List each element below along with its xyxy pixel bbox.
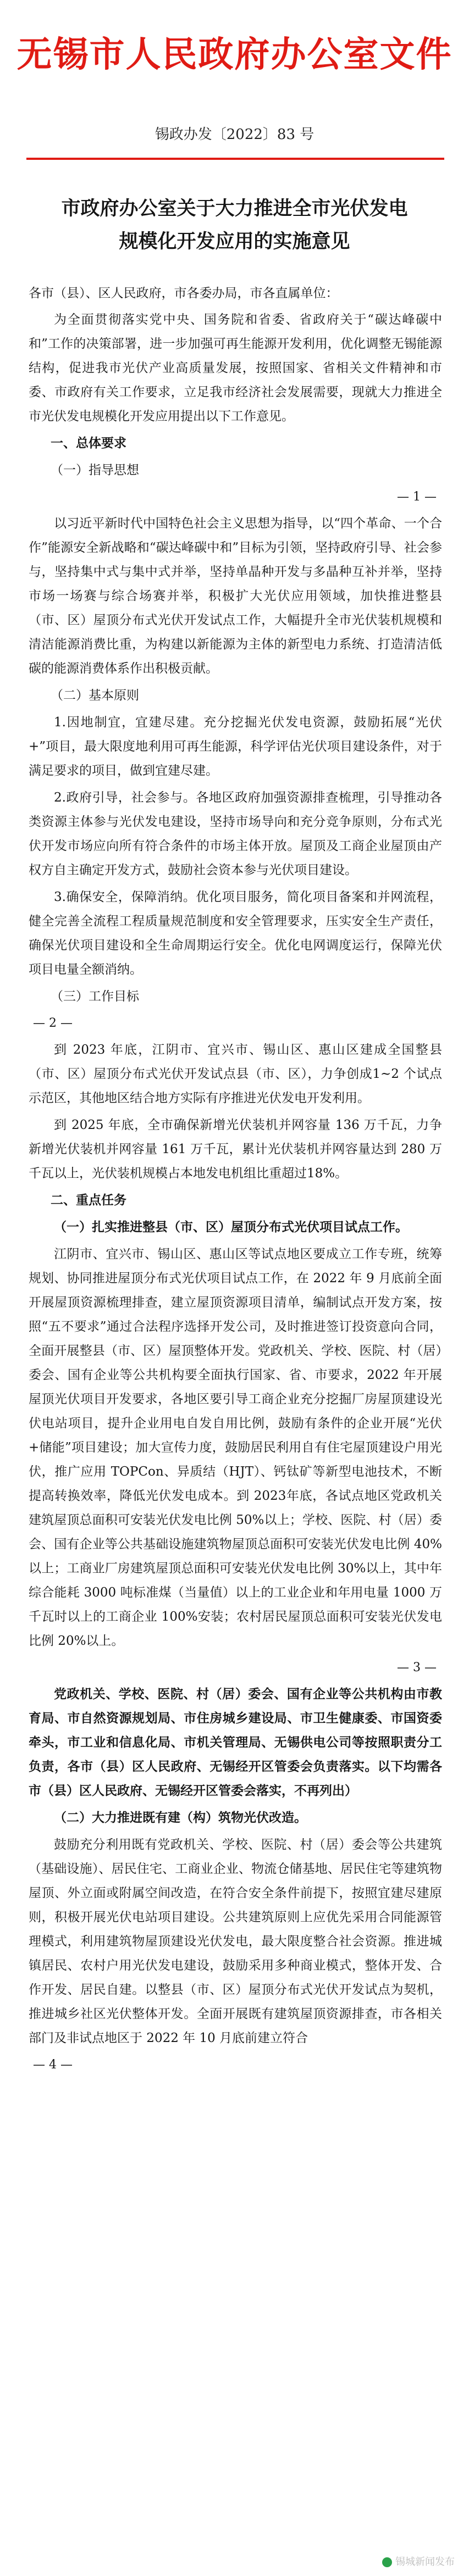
guiding-paragraph: 以习近平新时代中国特色社会主义思想为指导，以“四个革命、一个合作”能源安全新战略和“碳达峰碳中和”目标为引领，坚持政府引导、社会参与，坚持集中式与集中式并举，坚持单晶种开发与多晶种互补并举，坚持市场一场赛与综合场赛并举，积极扩大光伏应用领域，加快推进整县（市、区）屋顶分布式光伏开发试点工作，大幅提升全市光伏装机规模和清洁能源消费比重，为构建以新能源为主体的新型电力系统、打造清洁低碳的能源消费体系作出积极贡献。 [29,516,442,676]
title-line-1: 市政府办公室关于大力推进全市光伏发电 [61,197,408,220]
document-number: 锡政办发〔2022〕83 号 [155,126,314,143]
watermark [382,2554,455,2568]
addressee: 各市（县）、区人民政府，市各委办局，市各直属单位： [29,286,339,301]
targets-heading: （三）工作目标 [51,989,139,1004]
target-2: 到 2025 年底，全市确保新增光伏装机并网容量 136 万千瓦，力争新增光伏装机并网容量 161 万千瓦，累计光伏装机并网容量达到 280 万千瓦以上，光伏装机规模占本地发电机组比重超过18%。 [29,1118,442,1181]
section-2-heading: 二、重点任务 [51,1193,126,1208]
document-header-title: 无锡市人民政府办公室文件 [16,34,453,75]
task-1-heading: （一）扎实推进整县（市、区）屋顶分布式光伏项目试点工作。 [54,1220,408,1234]
task-1-paragraph: 江阴市、宜兴市、锡山区、惠山区等试点地区要成立工作专班，统筹规划、协同推进屋顶分布式光伏项目试点工作，在 2022 年 9 月底前全面开展屋顶资源梳理排查，建立屋顶资源项目清单，编制试点开发方案，按照“五不要求”通过合法程序选择开发公司，及时推进签订投资意向合同，全面开展整县（市、区）屋顶整体开发。党政机关、学校、医院、村（居）委会、国有企业等公共机构要全面执行国家、省、市要求，2022 年开展屋顶光伏项目开发要求，各地区要引导工商企业充分挖掘厂房屋顶建设光伏电站项目，提升企业用电自发自用比例，鼓励有条件的企业开展“光伏+储能”项目建设；加大宣传力度，鼓励居民利用自有住宅屋顶建设户用光伏，推广应用 TOPCon、异质结（HJT）、钙钛矿等新型电池技术，不断提高转换效率，降低光伏发电成本。到 2023年底，各试点地区党政机关建筑屋顶总面积可安装光伏发电比例 50%以上；学校、医院、村（居）委会、国有企业等公共基础设施建筑物屋顶总面积可安装光伏发电比例 40%以上；工商业厂房建筑屋顶总面积可安装光伏发电比例 30%以上，其中年综合能耗 3000 吨标准煤（当量值）以上的工业企业和年用电量 1000 万千瓦时以上的工商企业 100%安装；农村居民屋顶总面积可安装光伏发电比例 20%以上。 [29,1247,442,1648]
target-1: 到 2023 年底，江阴市、宜兴市、锡山区、惠山区建成全国整县（市、区）屋顶分布式光伏开发试点县（市、区），力争创成1~2 个试点示范区，其他地区结合地方实际有序推进光伏发电开发利用。 [29,1043,442,1105]
document-title [38,192,431,258]
wechat-logo-icon [382,2557,392,2567]
task-2-heading: （二）大力推进既有建（构）筑物光伏改造。 [54,1810,307,1825]
principle-2: 2.政府引导，社会参与。各地区政府加强资源排查梳理，引导推动各类资源主体参与光伏发电建设，坚持市场导向和充分竞争原则，分布式光伏开发市场应向所有符合条件的市场主体开放。屋顶及工商企业屋顶由产权方自主确定开发方式，鼓励社会资本参与光伏项目建设。 [29,791,442,877]
section-1-heading: 一、总体要求 [51,436,126,450]
document-body [29,281,442,2079]
page-number-3: — 3 — [397,1661,437,1674]
guiding-heading: （一）指导思想 [51,463,139,477]
task-2-paragraph: 鼓励充分利用既有党政机关、学校、医院、村（居）委会等公共建筑（基础设施）、居民住宅、工商业企业、物流仓储基地、居民住宅等建筑物屋顶、外立面或附属空间改造，在符合安全条件前提下，按照宜建尽建原则，积极开展光伏电站项目建设。公共建筑原则上应优先采用合同能源管理模式，利用建筑物屋顶建设光伏发电，最大限度整合社会资源。推进城镇居民、农村户用光伏发电建设，鼓励采用多种商业模式，整体开发、合作开发、居民自建。以整县（市、区）屋顶分布式光伏开发试点为契机，推进城乡社区光伏整体开发。全面开展既有建筑屋顶资源排查，市各相关部门及非试点地区于 2022 年 10 月底前建立符合 [29,1838,442,2045]
title-line-2: 规模化开发应用的实施意见 [119,230,350,253]
page-number-4: — 4 — [33,2058,73,2072]
task-1-lead-units: 党政机关、学校、医院、村（居）委会、国有企业等公共机构由市教育局、市自然资源规划局、市住房城乡建设局、市卫生健康委、市国资委牵头，市工业和信息化局、市机关管理局、无锡供电公司等按照职责分工负责，各市（县）区人民政府、无锡经开区管委会负责落实。以下均需各市（县）区人民政府、无锡经开区管委会落实，不再列出） [29,1687,442,1798]
principle-3: 3.确保安全，保障消纳。优化项目服务，简化项目备案和并网流程，健全完善全流程工程质量规范制度和安全管理要求，压实安全生产责任，确保光伏项目建设和全生命周期运行安全。优化电网调度运行，保障光伏项目电量全额消纳。 [29,890,442,977]
principles-heading: （二）基本原则 [51,688,139,703]
principle-1: 1.因地制宜，宜建尽建。充分挖掘光伏发电资源，鼓励拓展“光伏+”项目，最大限度地利用可再生能源，科学评估光伏项目建设条件，对于满足要求的项目，做到宜建尽建。 [29,715,442,778]
watermark-text: 锡城新闻发布 [395,2556,455,2568]
page-number-1: — 1 — [397,490,437,504]
page-number-2: — 2 — [33,1016,73,1030]
intro-paragraph: 为全面贯彻落实党中央、国务院和省委、省政府关于“碳达峰碳中和”工作的决策部署，进一步加强可再生能源开发利用，优化调整无锡能源结构，促进我市光伏产业高质量发展，按照国家、省相关文件精神和市委、市政府有关工作要求，立足我市经济社会发展需要，现就大力推进全市光伏发电规模化开发应用提出以下工作意见。 [29,313,442,424]
header-divider-line [26,158,444,160]
